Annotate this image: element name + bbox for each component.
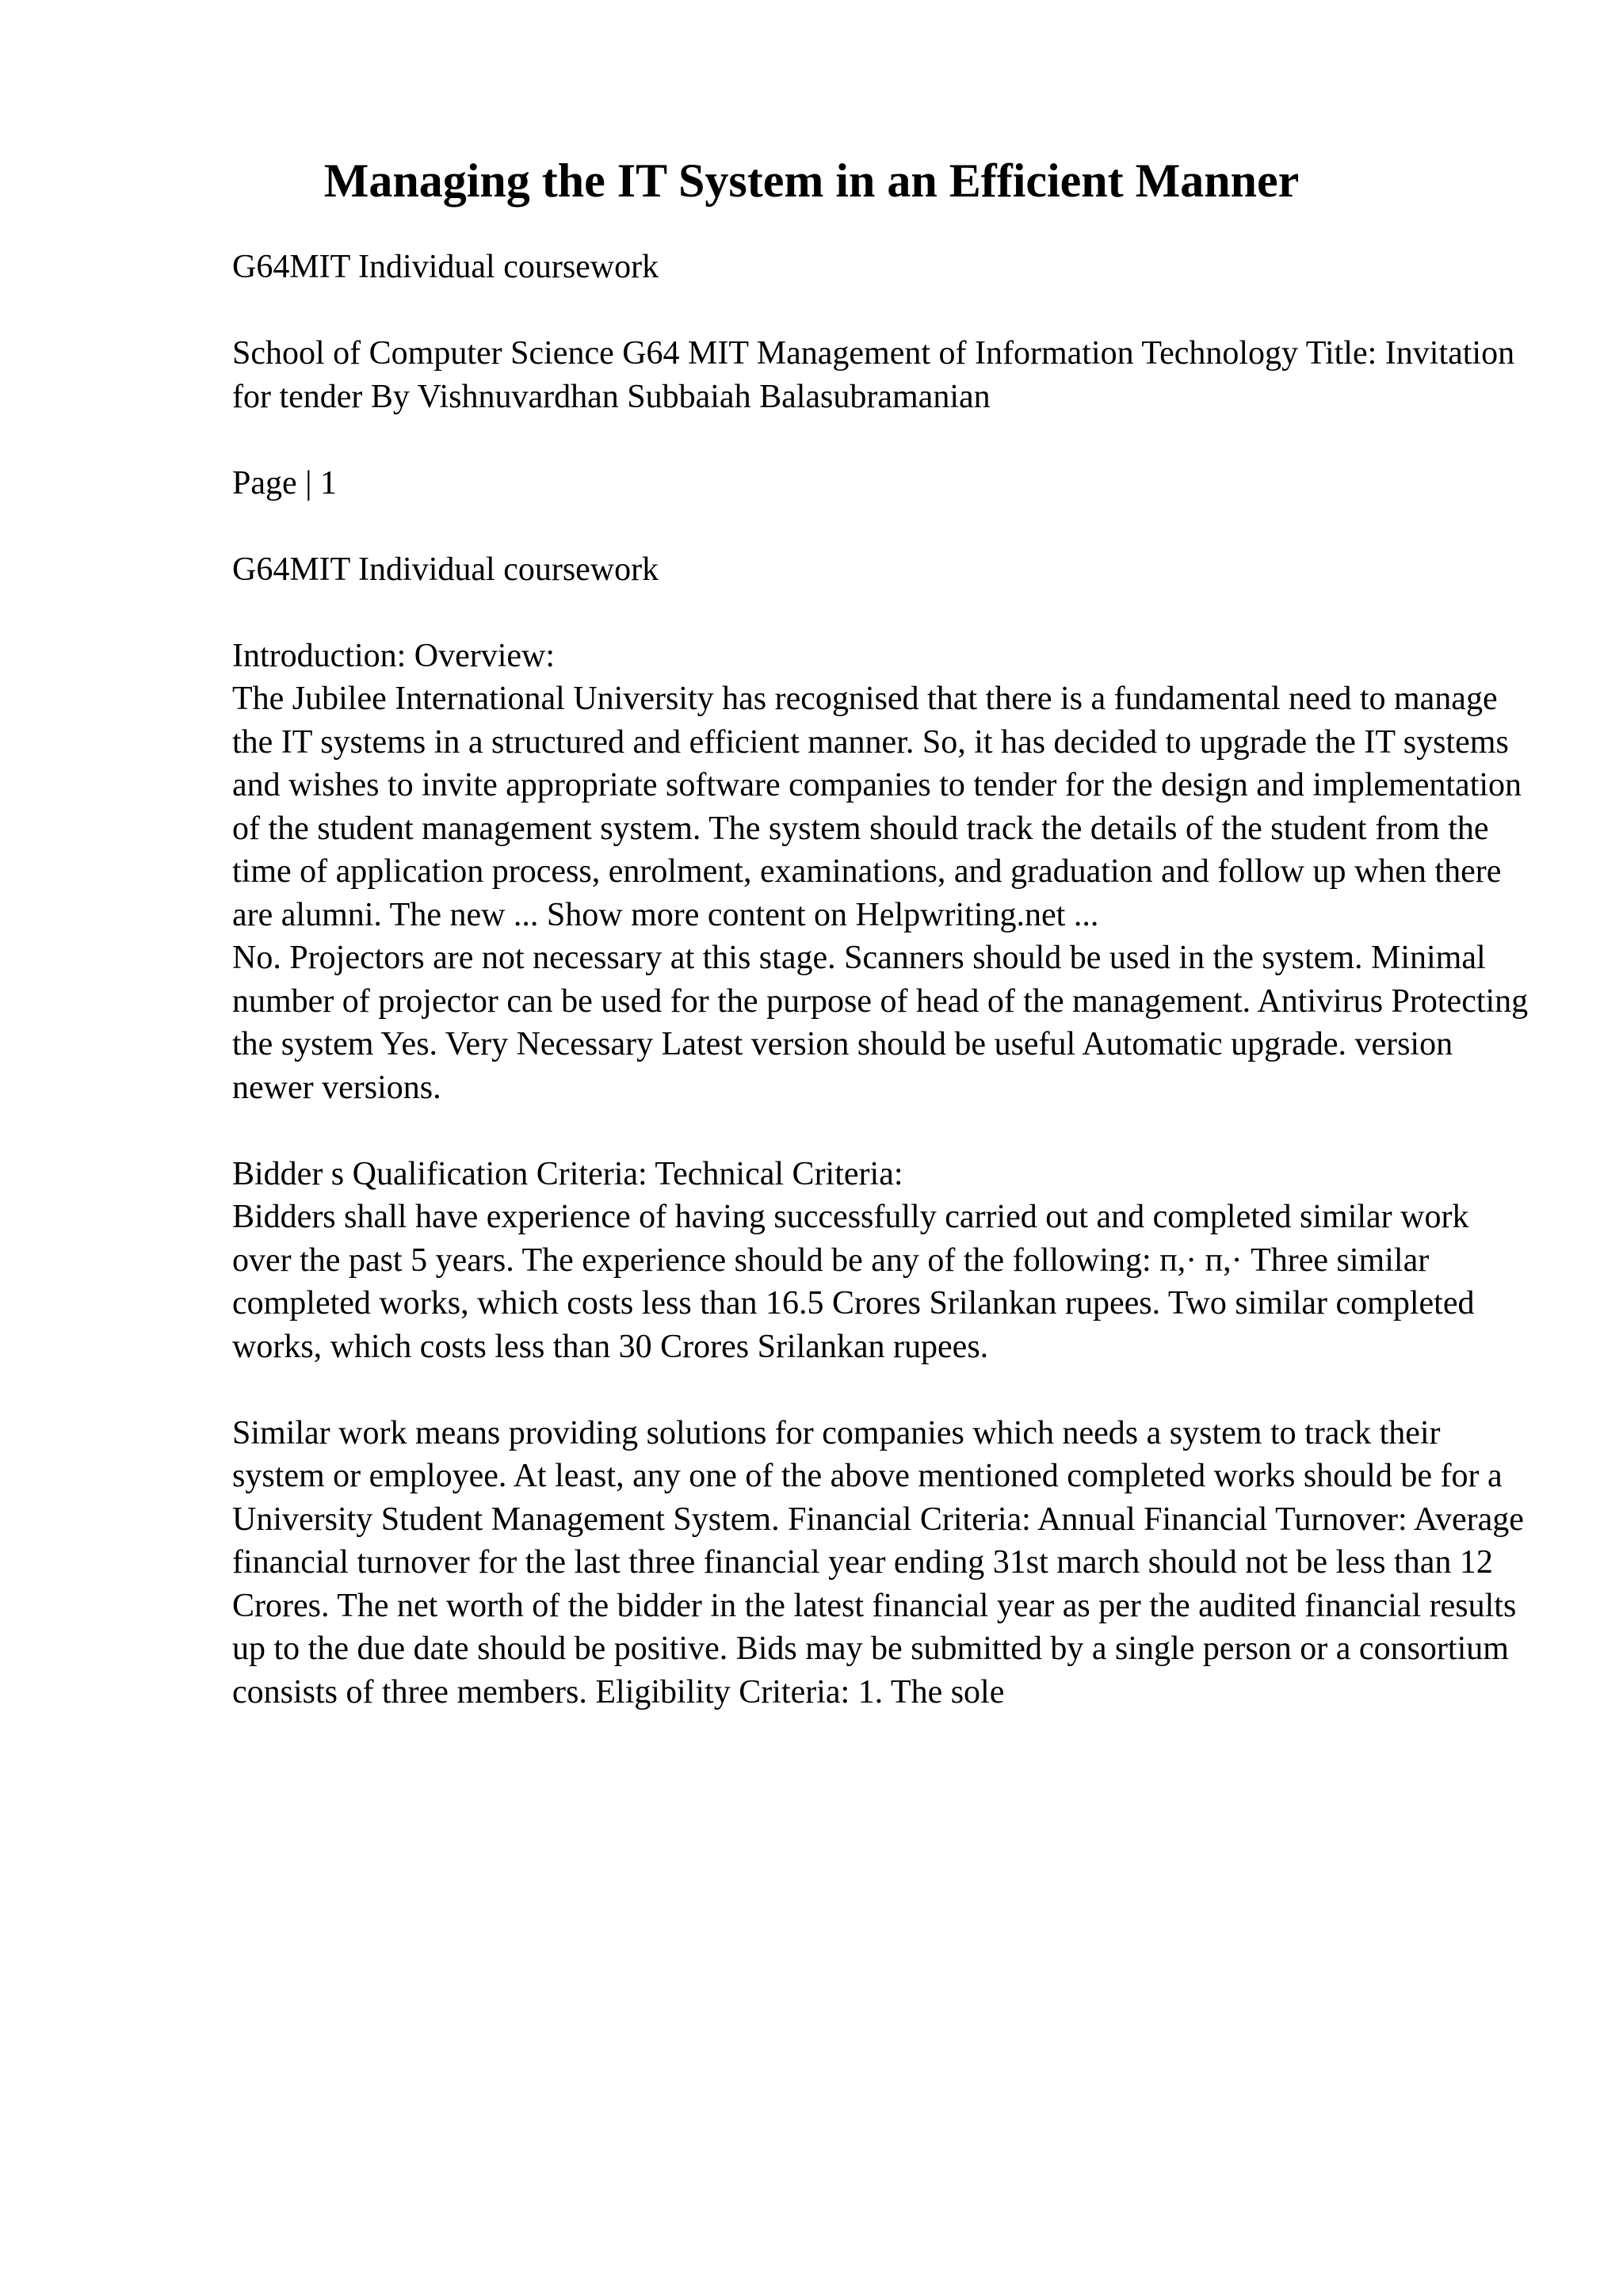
coursework-label: G64MIT Individual coursework: [232, 249, 659, 285]
coursework-label-repeat: G64MIT Individual coursework: [232, 551, 659, 588]
course-info-paragraph: School of Computer Science G64 MIT Management of Information Technology Title: Invitation for tender By Vishnuvardhan Subbaiah Balasubramanian: [232, 335, 1515, 415]
technical-criteria-paragraph: Bidders shall have experience of having successfully carried out and completed similar work over the past 5 years. The experience should be any of the following: п,· п,· Three similar completed works, which costs less than 16.5 Crores Srilankan rupees. Two similar completed works, which costs less than 30 Crores Srilankan rupees.: [232, 1199, 1475, 1365]
equipment-paragraph: No. Projectors are not necessary at this stage. Scanners should be used in the system. Minimal number of projector can be used for the purpose of head of the management. Antivirus Protecting the system Yes. Very Necessary Latest version should be useful Automatic upgrade. version newer versions.: [232, 940, 1529, 1106]
introduction-paragraph: The Jubilee International University has recognised that there is a fundamental need to manage the IT systems in a structured and efficient manner. So, it has decided to upgrade the IT systems and wishes to invite appropriate software companies to tender for the design and implementation of the student management system. The system should track the details of the student from the time of application process, enrolment, examinations, and graduation and follow up when there are alumni. The new ... Show more content on Helpwriting.net ...: [232, 681, 1522, 933]
spacer: [232, 289, 1532, 333]
spacer: [232, 1368, 1532, 1412]
document-body: [232, 246, 1532, 1714]
introduction-heading: Introduction: Overview:: [232, 637, 556, 674]
page-number: Page | 1: [232, 464, 338, 502]
spacer: [232, 591, 1532, 635]
spacer: [232, 1109, 1532, 1153]
qualification-heading: Bidder s Qualification Criteria: Technical Criteria:: [232, 1155, 903, 1192]
spacer: [232, 505, 1532, 548]
financial-criteria-paragraph: Similar work means providing solutions for companies which needs a system to track their system or employee. At least, any one of the above mentioned completed works should be for a University Student Management System. Financial Criteria: Annual Financial Turnover: Average financial turnover for the last three financial year ending 31st march should not be less than 12 Crores. The net worth of the bidder in the latest financial year as per the audited financial results up to the due date should be positive. Bids may be submitted by a single person or a consortium consists of three members. Eligibility Criteria: 1. The sole: [232, 1414, 1524, 1711]
spacer: [232, 418, 1532, 462]
document-title: Managing the IT System in an Efficient Manner: [323, 154, 1300, 207]
